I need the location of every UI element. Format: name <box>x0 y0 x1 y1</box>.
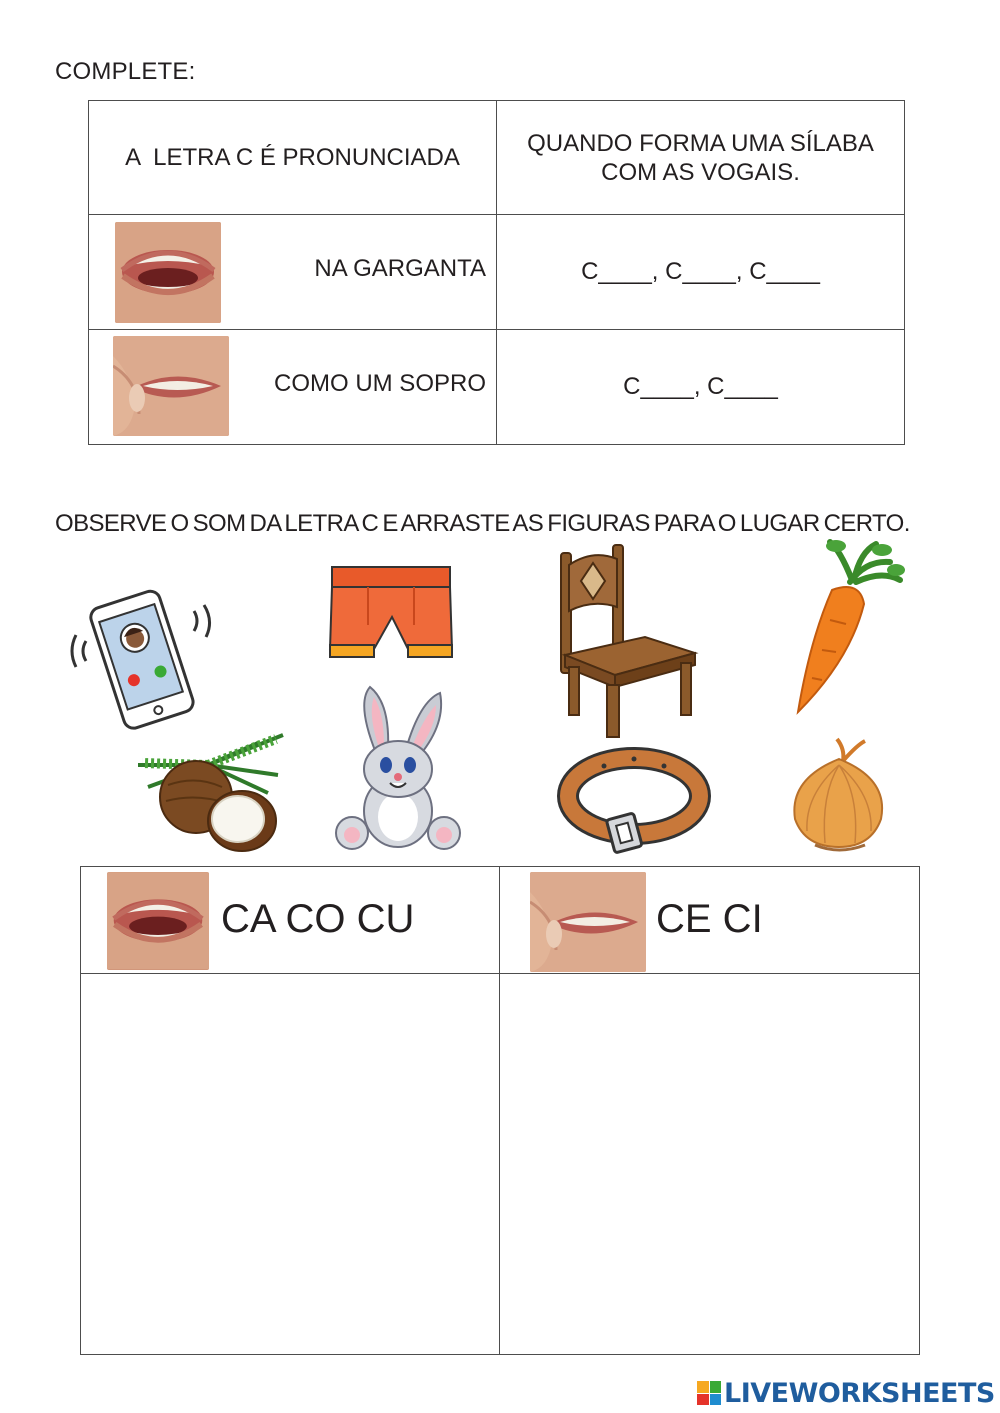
breath-blanks-cell <box>497 330 905 445</box>
logo-mark-icon <box>697 1381 721 1405</box>
open-mouth-icon <box>107 872 209 970</box>
throat-label: NA GARGANTA <box>314 255 486 282</box>
instruction-text: OBSERVE O SOM DA LETRA C E ARRASTE AS FIGURAS PARA O LUGAR CERTO. <box>55 510 910 537</box>
hard-c-header-cell <box>81 867 500 974</box>
belt-icon[interactable] <box>564 752 704 856</box>
boxer-shorts-icon[interactable] <box>328 565 454 663</box>
finger-mouth-icon <box>113 336 229 436</box>
breath-label: COMO UM SOPRO <box>273 370 486 397</box>
soft-c-syllables: CE CI <box>656 897 763 941</box>
breath-blanks[interactable]: C____, C____ <box>623 373 778 400</box>
open-mouth-icon <box>115 222 221 323</box>
throat-blanks[interactable]: C____, C____, C____ <box>581 258 820 285</box>
complete-heading: COMPLETE: <box>55 58 196 85</box>
hard-c-drop-zone[interactable] <box>81 974 500 1355</box>
soft-c-header-cell <box>500 867 920 974</box>
throat-blanks-cell <box>497 215 905 330</box>
header-right-text: QUANDO FORMA UMA SÍLABA COM AS VOGAIS. <box>527 129 874 186</box>
chair-icon[interactable] <box>555 545 699 738</box>
pronunciation-table <box>88 100 905 445</box>
onion-icon[interactable] <box>785 735 893 853</box>
logo-text: LIVEWORKSHEETS <box>724 1377 995 1409</box>
hard-c-syllables: CA CO CU <box>221 897 415 941</box>
rabbit-icon[interactable] <box>336 683 461 853</box>
header-left-cell <box>89 101 497 215</box>
header-left-text: A LETRA C É PRONUNCIADA <box>125 144 460 171</box>
carrot-icon[interactable] <box>790 540 905 716</box>
coconut-icon[interactable] <box>138 735 283 855</box>
finger-mouth-icon <box>530 872 646 972</box>
header-right-cell <box>497 101 905 215</box>
sorting-table <box>80 866 920 1355</box>
ringing-phone-icon[interactable] <box>66 585 216 730</box>
liveworksheets-logo <box>697 1378 995 1408</box>
breath-row-cell <box>89 330 497 445</box>
soft-c-drop-zone[interactable] <box>500 974 920 1355</box>
throat-row-cell <box>89 215 497 330</box>
